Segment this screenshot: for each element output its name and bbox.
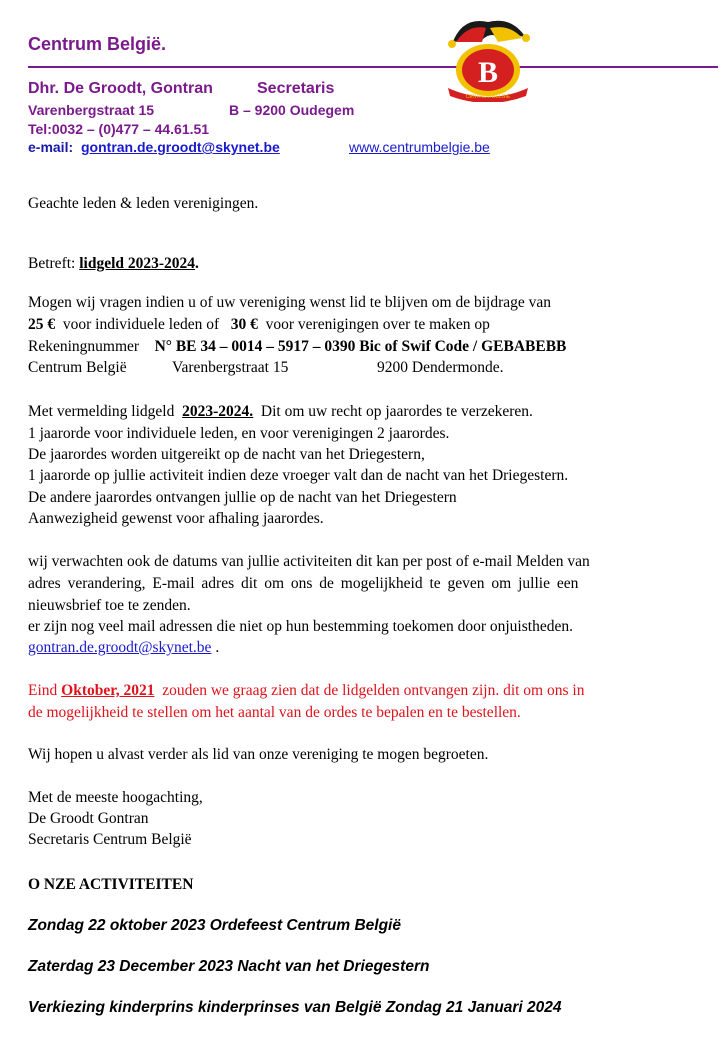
p5: Wij hopen u alvast verder als lid van onze vereniging te mogen begroeten.	[28, 746, 489, 763]
activity-item: Zondag 22 oktober 2023 Ordefeest Centrum België	[28, 917, 401, 934]
org-name: Centrum België.	[28, 34, 167, 54]
p2-line1	[28, 403, 533, 421]
p3-line3: nieuwsbrief toe te zenden.	[28, 597, 191, 614]
closing-line1: Met de meeste hoogachting,	[28, 789, 203, 806]
svg-text:CENTRUM BELGIË: CENTRUM BELGIË	[465, 94, 511, 100]
body-email-link[interactable]: gontran.de.groodt@skynet.be	[28, 639, 212, 656]
p1-line2-text-b: voor verenigingen over te maken op	[265, 316, 490, 333]
p1-line4c: 9200 Dendermonde.	[377, 359, 504, 376]
p2-line1-a: Met vermelding lidgeld	[28, 403, 175, 420]
subject-value: lidgeld 2023-2024	[79, 255, 196, 272]
logo	[442, 14, 534, 102]
amount-association: 30 €	[230, 316, 258, 333]
jester-logo-icon	[442, 14, 534, 102]
closing-line2: De Groodt Gontran	[28, 810, 149, 827]
p4-line1-b: zouden we graag zien dat de lidgelden ontvangen zijn. dit om ons in	[162, 682, 585, 699]
amount-individual: 25 €	[28, 316, 56, 333]
closing-line3: Secretaris Centrum België	[28, 831, 192, 848]
activities-heading: O NZE ACTIVITEITEN	[28, 876, 194, 893]
subject-end: .	[195, 255, 199, 272]
p2-year: 2023-2024.	[182, 403, 254, 420]
p4-line1	[28, 682, 584, 700]
person-role: Secretaris	[257, 80, 335, 97]
header-email-link[interactable]: gontran.de.groodt@skynet.be	[81, 139, 280, 155]
p3-line4: er zijn nog veel mail adressen die niet op hun bestemming toekomen door onjuistheden.	[28, 618, 573, 635]
p3-email-end: .	[211, 639, 220, 656]
subject-label: Betreft:	[28, 255, 76, 272]
p1-line2-text-a: voor individuele leden of	[62, 316, 220, 333]
activity-item: Verkiezing kinderprins kinderprinses van België Zondag 21 Januari 2024	[28, 999, 562, 1016]
account-number: N° BE 34 – 0014 – 5917 – 0390 Bic of Swif Code / GEBABEBB	[154, 338, 567, 355]
city-address: B – 9200 Oudegem	[229, 102, 355, 118]
p1-line4b: Varenbergstraat 15	[172, 359, 289, 376]
p2-line1-c: Dit om uw recht op jaarordes te verzekeren.	[260, 403, 533, 420]
telephone: Tel:0032 – (0)477 – 44.61.51	[28, 121, 210, 137]
subject-line	[28, 255, 199, 273]
p2-line2: 1 jaarorde voor individuele leden, en voor verenigingen 2 jaarordes.	[28, 425, 450, 442]
p2-line4: 1 jaarorde op jullie activiteit indien deze vroeger valt dan de nacht van het Driegestern.	[28, 467, 569, 484]
p1-line1: Mogen wij vragen indien u of uw vereniging wenst lid te blijven om de bijdrage van	[28, 294, 552, 311]
street-address: Varenbergstraat 15	[28, 102, 155, 118]
header-divider	[28, 66, 718, 68]
p4-line1-a: Eind	[28, 682, 58, 699]
p3-email-line	[28, 639, 219, 657]
email-label: e-mail:	[28, 139, 74, 155]
svg-text:B: B	[477, 56, 499, 89]
person-name: Dhr. De Groodt, Gontran	[28, 80, 213, 97]
account-line	[28, 338, 566, 356]
website-link[interactable]: www.centrumbelgie.be	[349, 139, 490, 155]
p2-line6: Aanwezigheid gewenst voor afhaling jaarordes.	[28, 510, 324, 527]
p2-line5: De andere jaarordes ontvangen jullie op de nacht van het Driegestern	[28, 489, 457, 506]
p3-line1: wij verwachten ook de datums van jullie activiteiten dit kan per post of e-mail Melden van	[28, 553, 590, 570]
p3-line2: adres verandering, E-mail adres dit om ons de mogelijkheid te geven om jullie een	[28, 575, 579, 592]
greeting: Geachte leden & leden verenigingen.	[28, 195, 259, 212]
p1-line4a: Centrum België	[28, 359, 127, 376]
p4-line2: de mogelijkheid te stellen om het aantal van de ordes te bepalen en te bestellen.	[28, 704, 521, 721]
p4-deadline: Oktober, 2021	[61, 682, 155, 699]
p2-line3: De jaarordes worden uitgereikt op de nacht van het Driegestern,	[28, 446, 425, 463]
account-label: Rekeningnummer	[28, 338, 140, 355]
activity-item: Zaterdag 23 December 2023 Nacht van het Driegestern	[28, 958, 430, 975]
p1-line2	[28, 316, 490, 334]
